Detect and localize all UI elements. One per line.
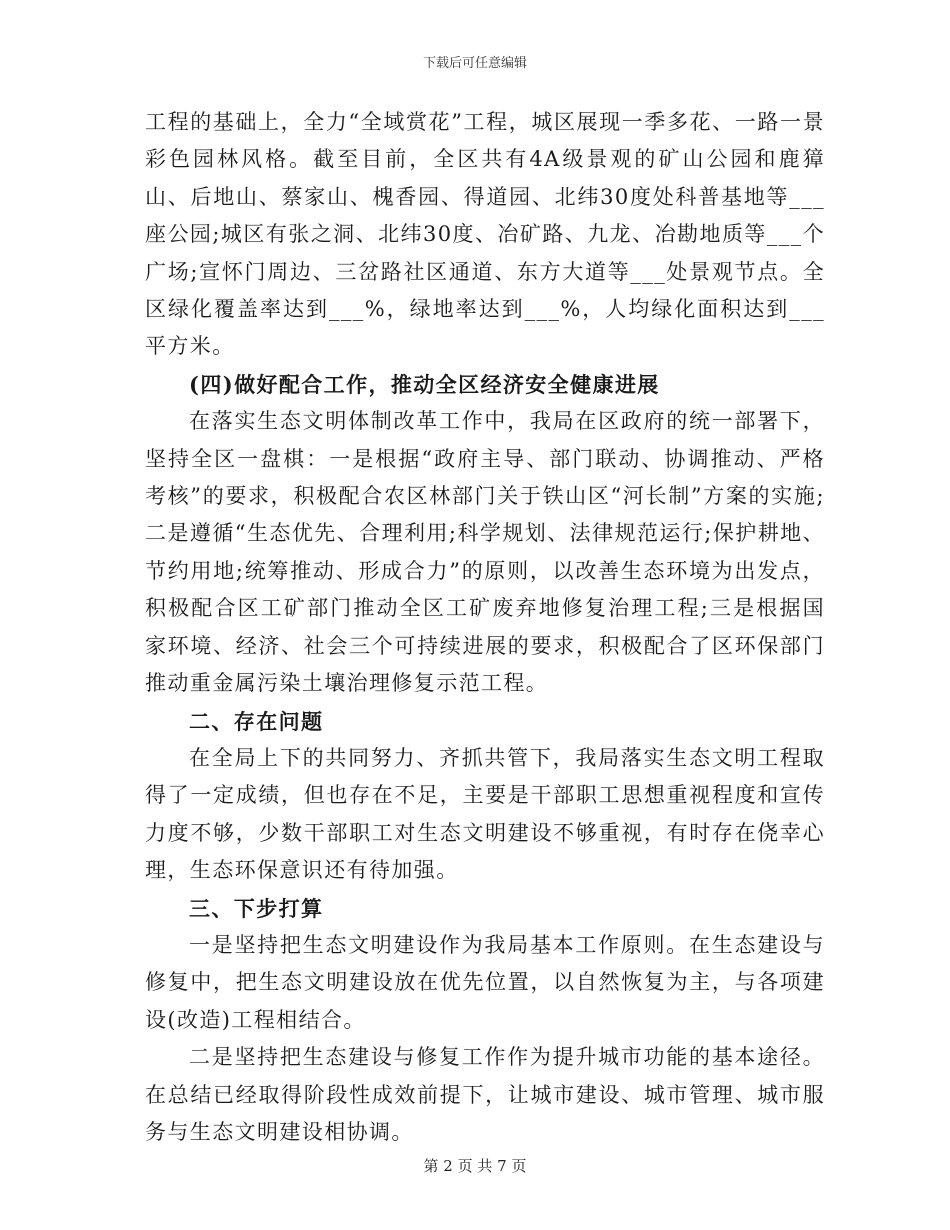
paragraph-greening-progress: 工程的基础上，全力“全域赏花”工程，城区展现一季多花、一路一景彩色园林风格。截至目前，全区共有4A级景观的矿山公园和鹿獐山、后地山、蔡家山、槐香园、得道园、北纬30度处科普基地等___座公园;城区有张之洞、北纬30度、冶矿路、九龙、冶勘地质等___个广场;宣怀门周边、三岔路社区通道、东方大道等___处景观节点。全区绿化覆盖率达到___%，绿地率达到___%，人均绿化面积达到___平方米。 [145,110,825,359]
section-heading-cooperation: (四)做好配合工作，推动全区经济安全健康进展 [189,371,660,397]
section-heading-next-steps: 三、下步打算 [189,895,324,921]
section-heading-problems: 二、存在问题 [189,708,324,734]
page-header-note: 下载后可任意编辑 [422,56,527,71]
document-body [145,104,825,1151]
page-number-footer: 第 2 页 共 7 页 [423,1157,527,1175]
paragraph-next-step-two: 二是坚持把生态建设与修复工作作为提升城市功能的基本途径。在总结已经取得阶段性成效前提下，让城市建设、城市管理、城市服务与生态文明建设相协调。 [145,1045,825,1144]
paragraph-problems: 在全局上下的共同努力、齐抓共管下，我局落实生态文明工程取得了一定成绩，但也存在不足，主要是干部职工思想重视程度和宣传力度不够，少数干部职工对生态文明建设不够重视，有时存在侥幸心理，生态环保意识还有待加强。 [145,745,825,883]
paragraph-next-step-one: 一是坚持把生态文明建设作为我局基本工作原则。在生态建设与修复中，把生态文明建设放在优先位置，以自然恢复为主，与各项建设(改造)工程相结合。 [145,932,825,1032]
paragraph-cooperation: 在落实生态文明体制改革工作中，我局在区政府的统一部署下，坚持全区一盘棋：一是根据“政府主导、部门联动、协调推动、严格考核”的要求，积极配合农区林部门关于铁山区“河长制”方案的实施;二是遵循“生态优先、合理利用;科学规划、法律规范运行;保护耕地、节约用地;统筹推动、形成合力”的原则，以改善生态环境为出发点，积极配合区工矿部门推动全区工矿废弃地修复治理工程;三是根据国家环境、经济、社会三个可持续进展的要求，积极配合了区环保部门推动重金属污染土壤治理修复示范工程。 [145,409,825,696]
